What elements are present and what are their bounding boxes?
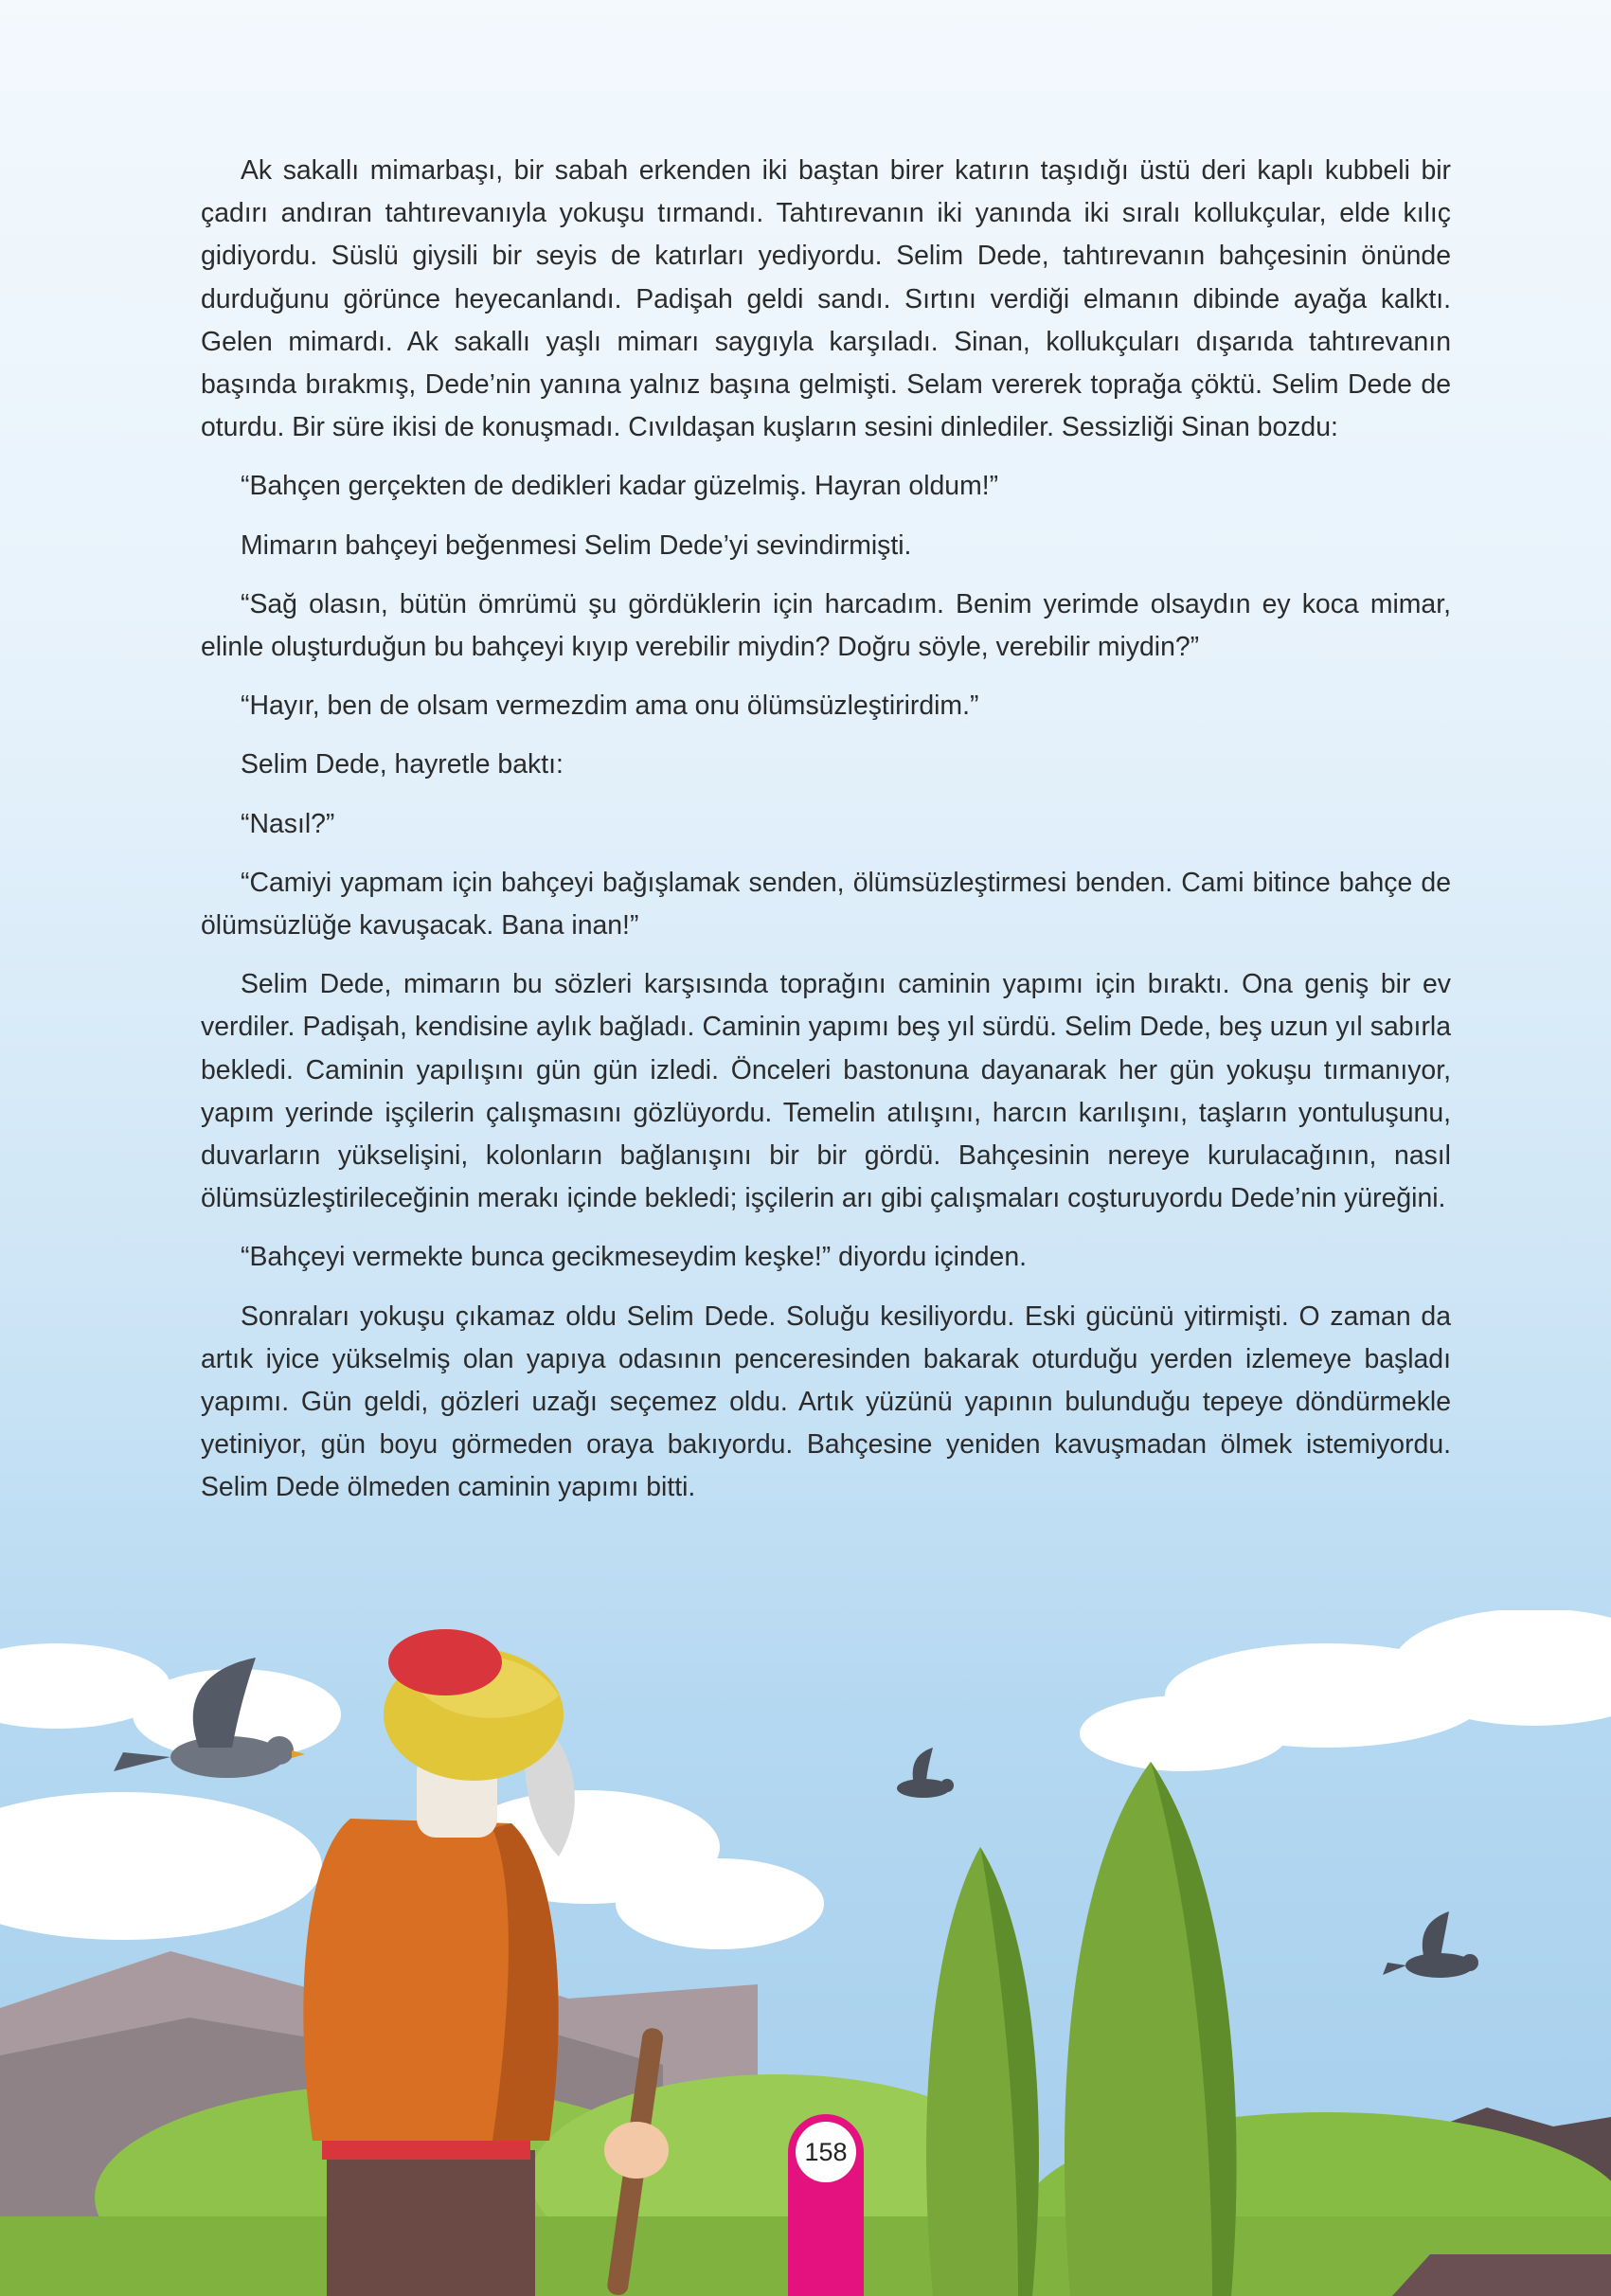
bird-middle — [897, 1748, 954, 1798]
paragraph: “Bahçeyi vermekte bunca gecikmeseydim keşke!” diyordu içinden. — [241, 1242, 1028, 1273]
paragraph: Sonraları yokuşu çıkamaz oldu Selim Dede. Soluğu kesiliyordu. Eski gücünü yitirmişti. O zaman da artık iyice yükselmiş olan yapıya odasının penceresinden bakarak oturduğu yerden izlemeye başladı yapımı. Gün geldi, gözleri uzağı seçemez oldu. Artık yüzünü yapının bulunduğu tepeye döndürmekle yetiniyor, gün boyu görmeden oraya bakıyordu. Bahçesine yeniden kavuşmadan ölmek istemiyordu. Selim Dede ölmeden caminin yapımı bitti. — [201, 1300, 1451, 1503]
clouds — [0, 1610, 1611, 1949]
story-text — [201, 150, 1451, 1526]
cypress-trees — [926, 1762, 1237, 2296]
paragraph: “Hayır, ben de olsam vermezdim ama onu ölümsüzleştirirdim.” — [241, 691, 979, 722]
paragraph: Mimarın bahçeyi beğenmesi Selim Dede’yi sevindirmişti. — [241, 529, 912, 561]
paragraph: Ak sakallı mimarbaşı, bir sabah erkenden iki baştan birer katırın taşıdığı üstü deri kaplı kubbeli bir çadırı andıran tahtırevanıyla yokuşu tırmandı. Tahtırevanın iki yanında iki sıralı kollukçular, elde kılıç gidiyordu. Süslü giysili bir seyis de katırları yediyordu. Selim Dede, tahtırevanın bahçesinin önünde durduğunu görünce heyecanlandı. Padişah geldi sandı. Sırtını verdiği elmanın dibinde ayağa kalktı. Gelen mimardı. Ak sakallı yaşlı mimarı saygıyla karşıladı. Sinan, kollukçuları dışarıda tahtırevanın başında bırakmış, Dede’nin yanına yalnız başına gelmişti. Selam vererek toprağa çöktü. Selim Dede de oturdu. Bir süre ikisi de konuşmadı. Cıvıldaşan kuşların sesini dinlediler. Sessizliği Sinan bozdu: — [201, 155, 1451, 443]
paragraph: Selim Dede, hayretle baktı: — [241, 749, 564, 780]
paragraph: “Camiyi yapmam için bahçeyi bağışlamak senden, ölümsüzleştirmesi benden. Cami bitince bahçe de ölümsüzlüğe kavuşacak. Bana inan!” — [201, 867, 1451, 942]
bird-right — [1383, 1911, 1478, 1978]
paragraph: Selim Dede, mimarın bu sözleri karşısında toprağını caminin yapımı için bıraktı. Ona geniş bir ev verdiler. Padişah, kendisine aylık bağladı. Caminin yapımı beş yıl sürdü. Selim Dede, beş uzun yıl sabırla bekledi. Caminin yapılışını gün gün izledi. Önceleri bastonuna dayanarak her gün yokuşu tırmanıyor, yapım yerinde işçilerin çalışmasını gözlüyordu. Temelin atılışını, harcın karılışını, taşların yontuluşunu, duvarların yükselişini, kolonların bağlanışını bir bir gördü. Bahçesinin nereye kurulacağının, nasıl ölümsüzleştirileceğinin merakı içinde bekledi; işçilerin arı gibi çalışmaları coşturuyordu Dede’nin yüreğini. — [201, 969, 1451, 1214]
page-number: 158 — [796, 2122, 856, 2182]
paragraph: “Sağ olasın, bütün ömrümü şu gördüklerin için harcadım. Benim yerimde olsaydın ey koca mimar, elinle oluşturduğun bu bahçeyi kıyıp verebilir miydin? Doğru söyle, verebilir miydin?” — [201, 588, 1451, 663]
paragraph: “Bahçen gerçekten de dedikleri kadar güzelmiş. Hayran oldum!” — [241, 471, 999, 502]
paragraph: “Nasıl?” — [241, 808, 335, 839]
page-number-tab — [788, 2114, 864, 2296]
